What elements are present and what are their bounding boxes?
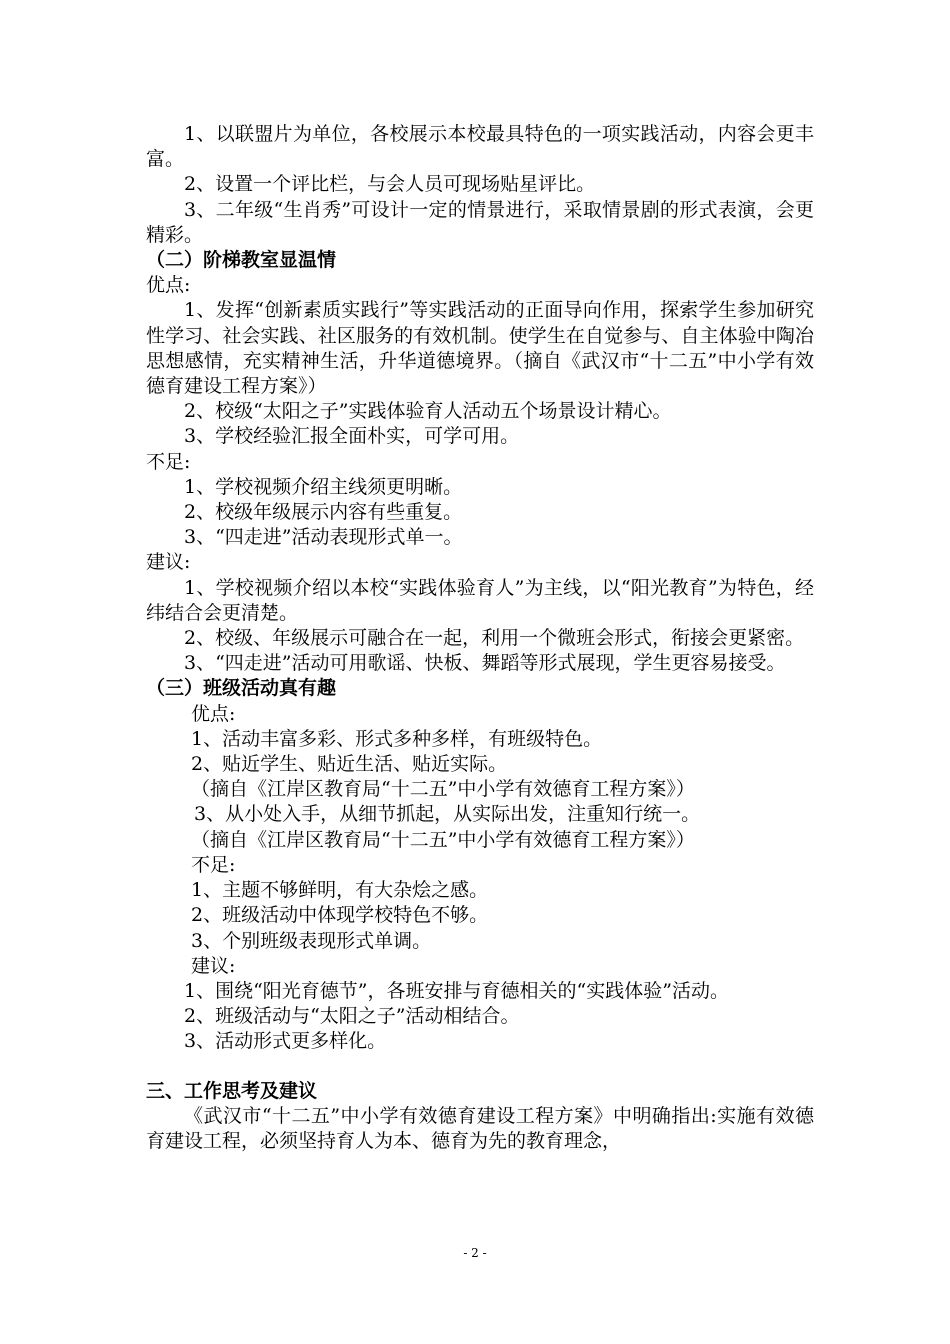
- paragraph: 1、围绕“阳光育德节”，各班安排与育德相关的“实践体验”活动。: [184, 979, 729, 1002]
- paragraph: 2、校级年级展示内容有些重复。: [184, 501, 463, 524]
- paragraph: 建议:: [146, 551, 191, 574]
- paragraph: （摘自《江岸区教育局“十二五”中小学有效德育工程方案》）: [191, 778, 695, 801]
- paragraph: 1、活动丰富多彩、形式多种多样，有班级特色。: [191, 727, 603, 750]
- paragraph: 优点:: [191, 702, 236, 725]
- paragraph: 优点:: [146, 274, 191, 297]
- paragraph: 3、二年级“生肖秀”可设计一定的情景进行，采取情景剧的形式表演，会更精彩。: [146, 198, 814, 246]
- paragraph: 1、以联盟片为单位，各校展示本校最具特色的一项实践活动，内容会更丰富。: [146, 123, 814, 171]
- paragraph: 3、“四走进”活动可用歌谣、快板、舞蹈等形式展现，学生更容易接受。: [184, 652, 786, 675]
- paragraph: 《武汉市“十二五”中小学有效德育建设工程方案》中明确指出:实施有效德育建设工程，必须坚持育人为本、德育为先的教育理念，: [146, 1104, 814, 1152]
- paragraph: 1、学校视频介绍主线须更明晰。: [184, 475, 463, 498]
- paragraph: 3、学校经验汇报全面朴实，可学可用。: [184, 425, 520, 448]
- paragraph: 2、校级“太阳之子”实践体验育人活动五个场景设计精心。: [184, 400, 672, 423]
- paragraph: 1、发挥“创新素质实践行”等实践活动的正面导向作用，探索学生参加研究性学习、社会实践、社区服务的有效机制。使学生在自觉参与、自主体验中陶冶思想感情，充实精神生活，升华道德境界。（摘自《武汉市“十二五”中小学有效德育建设工程方案》）: [146, 299, 814, 398]
- section-heading: （三）班级活动真有趣: [146, 677, 337, 700]
- paragraph: 2、班级活动中体现学校特色不够。: [191, 904, 489, 927]
- section-heading: （二）阶梯教室显温情: [146, 249, 337, 272]
- paragraph: 3、从小处入手，从细节抓起，从实际出发，注重知行统一。: [194, 803, 701, 826]
- paragraph: 不足:: [191, 853, 236, 876]
- paragraph: 3、“四走进”活动表现形式单一。: [184, 526, 463, 549]
- paragraph: 不足:: [146, 450, 191, 473]
- paragraph: 1、学校视频介绍以本校“实践体验育人”为主线，以“阳光教育”为特色，经纬结合会更清楚。: [146, 576, 814, 624]
- paragraph: （摘自《江岸区教育局“十二五”中小学有效德育工程方案》）: [191, 828, 695, 851]
- page-number: - 2 -: [463, 1246, 487, 1260]
- paragraph: 2、班级活动与“太阳之子”活动相结合。: [184, 1005, 520, 1028]
- paragraph: 2、贴近学生、贴近生活、贴近实际。: [191, 753, 508, 776]
- paragraph: 1、主题不够鲜明，有大杂烩之感。: [191, 879, 489, 902]
- paragraph: 2、设置一个评比栏，与会人员可现场贴星评比。: [184, 173, 596, 196]
- paragraph: 2、校级、年级展示可融合在一起，利用一个微班会形式，衔接会更紧密。: [184, 627, 805, 650]
- paragraph: 3、活动形式更多样化。: [184, 1030, 387, 1053]
- paragraph: 3、个别班级表现形式单调。: [191, 929, 432, 952]
- document-body: [146, 122, 814, 1154]
- section-heading: 三、工作思考及建议: [146, 1079, 318, 1102]
- paragraph: 建议:: [191, 954, 236, 977]
